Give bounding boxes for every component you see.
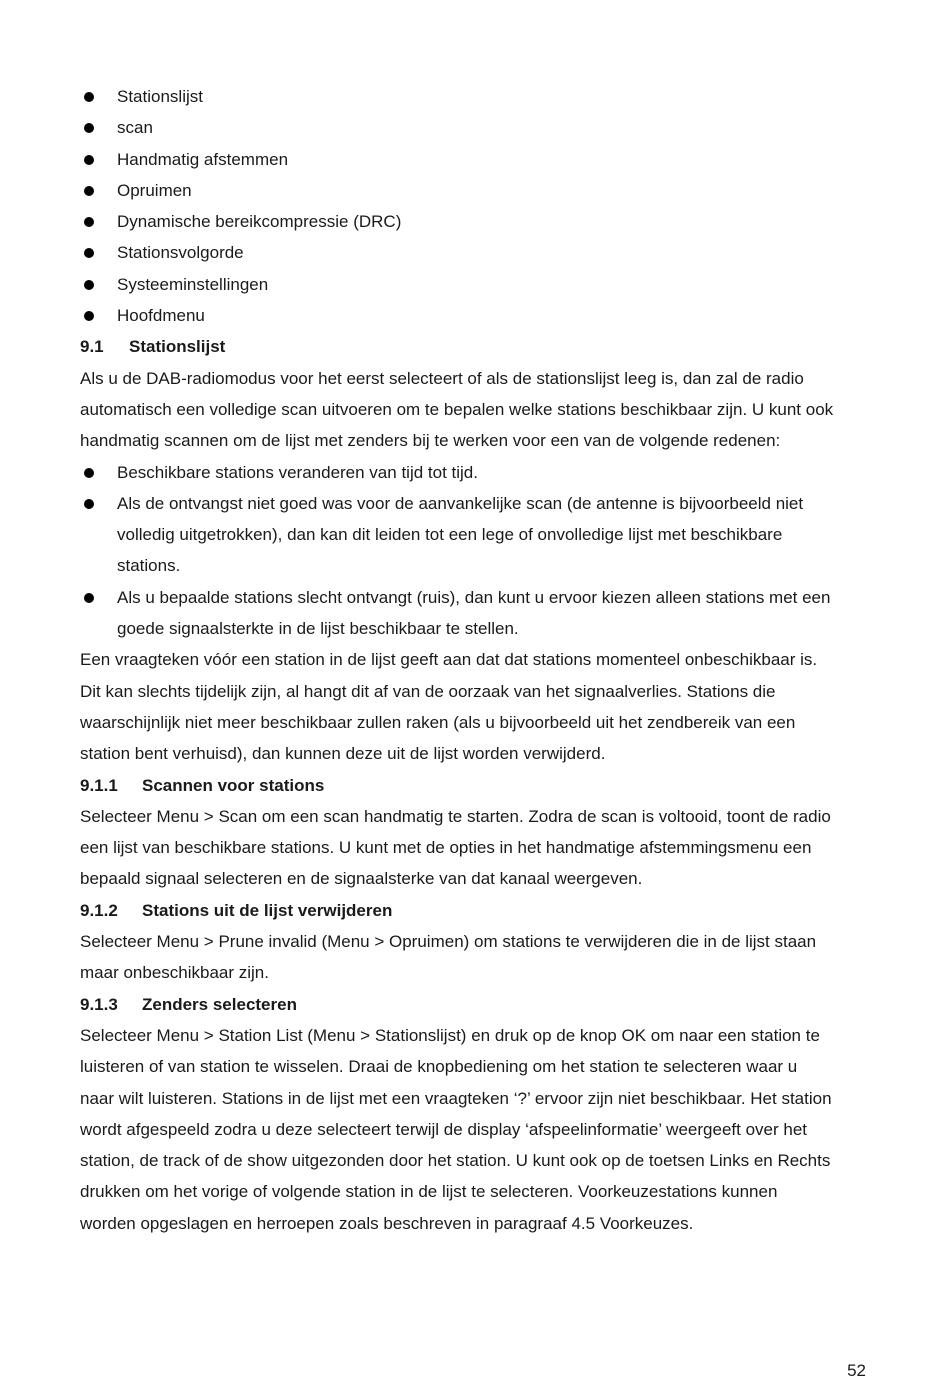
section-title: Stations uit de lijst verwijderen [142, 900, 393, 920]
text-line: Als de ontvangst niet goed was voor de aanvankelijke scan (de antenne is bijvoorbeeld niet [117, 493, 804, 513]
text-line: station bent verhuisd), dan kunnen deze uit de lijst worden verwijderd. [80, 744, 606, 764]
text-line: volledig uitgetrokken), dan kan dit leiden tot een lege of onvolledige lijst met beschikbare [117, 525, 783, 545]
text-line: een lijst van beschikbare stations. U kunt met de opties in het handmatige afstemmingsmenu een [80, 838, 812, 858]
bullet-icon [84, 92, 94, 102]
text-line: goede signaalsterkte in de lijst beschikbaar te stellen. [117, 619, 519, 639]
section-9-1-1-body [80, 801, 870, 895]
text-line: maar onbeschikbaar zijn. [80, 963, 269, 983]
list-item: Stationslijst [80, 81, 870, 112]
list-item: scan [80, 112, 870, 143]
list-item [80, 488, 870, 582]
section-heading-9-1 [80, 331, 870, 362]
list-item: Systeeminstellingen [80, 269, 870, 300]
document-page [80, 81, 870, 1239]
section-number: 9.1 [80, 337, 104, 357]
section-9-1-3-body [80, 1020, 870, 1239]
section-number: 9.1.3 [80, 994, 118, 1014]
section-heading-9-1-3 [80, 989, 870, 1020]
text-line: luisteren of van station te wisselen. Draai de knopbediening om het station te selecteren waar u [80, 1057, 798, 1077]
text-line: Selecteer Menu > Prune invalid (Menu > Opruimen) om stations te verwijderen die in de lijst staan [80, 932, 817, 952]
list-item [80, 582, 870, 645]
text-line: naar wilt luisteren. Stations in de lijst met een vraagteken ‘?’ ervoor zijn niet beschikbaar. Het station [80, 1088, 832, 1108]
section-number: 9.1.1 [80, 775, 118, 795]
bullet-icon [84, 311, 94, 321]
section-9-1-2-body [80, 926, 870, 989]
page-number: 52 [847, 1361, 866, 1380]
text-line: bepaald signaal selecteren en de signaalsterke van dat kanaal weergeven. [80, 869, 643, 889]
section-title: Zenders selecteren [142, 994, 297, 1014]
text-line: Een vraagteken vóór een station in de lijst geeft aan dat dat stations momenteel onbeschikbaar is. [80, 650, 818, 670]
bullet-icon [84, 499, 94, 509]
list-item: Handmatig afstemmen [80, 144, 870, 175]
bullet-icon [84, 186, 94, 196]
text-line: Als u de DAB-radiomodus voor het eerst selecteert of als de stationslijst leeg is, dan zal de radio [80, 368, 804, 388]
bullet-icon [84, 248, 94, 258]
text-line: automatisch een volledige scan uitvoeren om te bepalen welke stations beschikbaar zijn. U kunt ook [80, 399, 834, 419]
text-line: drukken om het vorige of volgende station in de lijst te selecteren. Voorkeuzestations kunnen [80, 1182, 778, 1202]
list-item: Opruimen [80, 175, 870, 206]
text-line: Selecteer Menu > Scan om een scan handmatig te starten. Zodra de scan is voltooid, toont de radio [80, 806, 831, 826]
section-heading-9-1-1 [80, 770, 870, 801]
menu-options-list [80, 81, 870, 331]
reasons-list [80, 457, 870, 645]
list-item [80, 457, 870, 488]
text-line: Beschikbare stations veranderen van tijd tot tijd. [117, 462, 478, 482]
bullet-icon [84, 123, 94, 133]
text-line: worden opgeslagen en herroepen zoals beschreven in paragraaf 4.5 Voorkeuzes. [80, 1213, 694, 1233]
section-9-1-intro [80, 363, 870, 457]
text-line: Selecteer Menu > Station List (Menu > Stationslijst) en druk op de knop OK om naar een station te [80, 1025, 820, 1045]
bullet-icon [84, 217, 94, 227]
text-line: waarschijnlijk niet meer beschikbaar zullen raken (als u bijvoorbeeld uit het zendbereik van een [80, 712, 796, 732]
list-item: Dynamische bereikcompressie (DRC) [80, 206, 870, 237]
section-title: Scannen voor stations [142, 775, 325, 795]
text-line: wordt afgespeeld zodra u deze selecteert terwijl de display ‘afspeelinformatie’ weergeeft over het [80, 1119, 807, 1139]
text-line: handmatig scannen om de lijst met zenders bij te werken voor een van de volgende redenen: [80, 431, 781, 451]
section-9-1-note [80, 644, 870, 769]
bullet-icon [84, 593, 94, 603]
bullet-icon [84, 468, 94, 478]
list-item: Hoofdmenu [80, 300, 870, 331]
text-line: Dit kan slechts tijdelijk zijn, al hangt dit af van de oorzaak van het signaalverlies. Stations die [80, 681, 776, 701]
text-line: station, de track of de show uitgezonden door het station. U kunt ook op de toetsen Links en Rechts [80, 1151, 831, 1171]
section-number: 9.1.2 [80, 900, 118, 920]
bullet-icon [84, 280, 94, 290]
bullet-icon [84, 155, 94, 165]
section-title: Stationslijst [129, 337, 226, 357]
section-heading-9-1-2 [80, 895, 870, 926]
list-item: Stationsvolgorde [80, 237, 870, 268]
text-line: stations. [117, 556, 181, 576]
text-line: Als u bepaalde stations slecht ontvangt (ruis), dan kunt u ervoor kiezen alleen stations met een [117, 587, 831, 607]
